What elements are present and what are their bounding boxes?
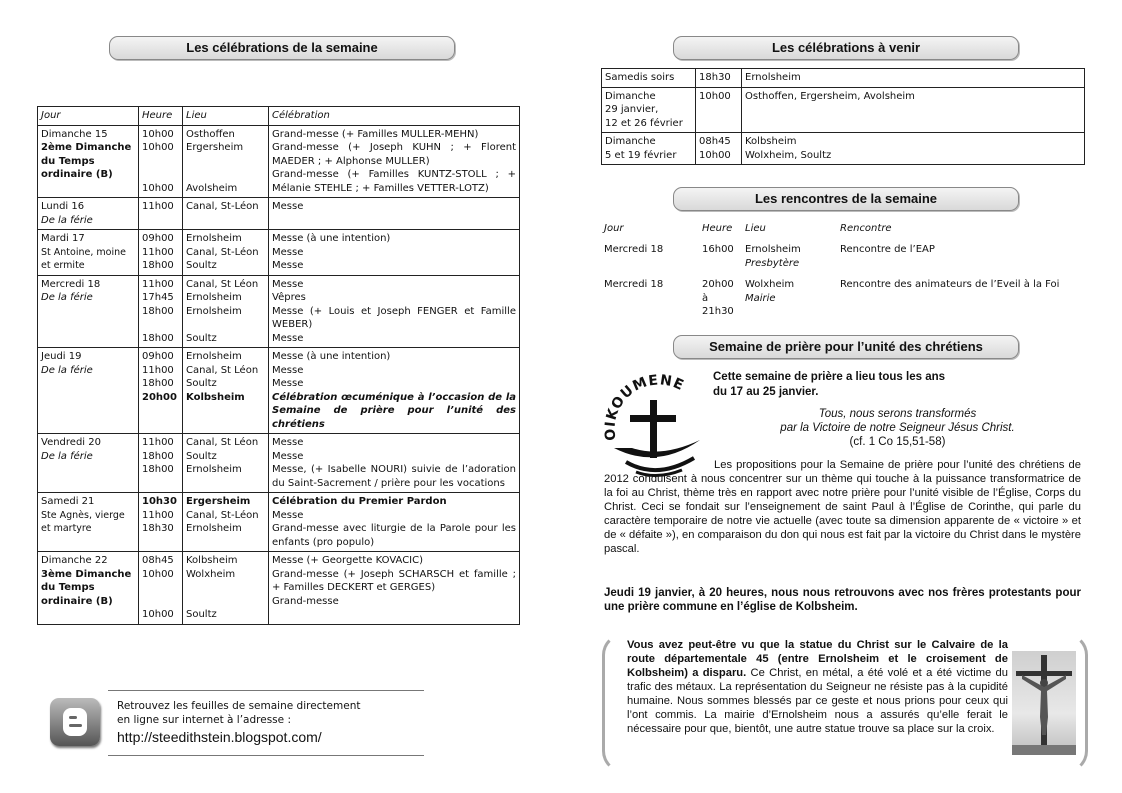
upcoming-place: Kolbsheim bbox=[745, 136, 797, 147]
schedule-celebration: Messe bbox=[272, 246, 304, 258]
schedule-time-cell bbox=[139, 493, 183, 552]
schedule-time: 10h00 bbox=[142, 182, 174, 194]
schedule-time bbox=[142, 155, 179, 169]
schedule-place: Canal, St-Léon bbox=[186, 201, 259, 212]
schedule-celebration: Messe bbox=[272, 437, 304, 448]
schedule-row bbox=[38, 493, 520, 552]
schedule-place-cell bbox=[183, 493, 269, 552]
schedule-place: Ernolsheim bbox=[186, 464, 242, 475]
schedule-time bbox=[142, 595, 179, 609]
section-title-priere: Semaine de prière pour l’unité des chrétiens bbox=[673, 335, 1019, 359]
section-title-rencontres: Les rencontres de la semaine bbox=[673, 187, 1019, 211]
schedule-place-cell bbox=[183, 348, 269, 434]
schedule-place bbox=[186, 595, 265, 609]
upcoming-time-cell bbox=[696, 87, 742, 133]
meeting-1-place-detail: Presbytère bbox=[745, 258, 800, 269]
schedule-time: 18h00 bbox=[142, 260, 174, 271]
schedule-day-cell bbox=[38, 348, 139, 434]
upcoming-time-cell bbox=[696, 69, 742, 88]
blog-divider-top bbox=[108, 690, 424, 691]
schedule-row bbox=[38, 434, 520, 493]
schedule-celebration-cell bbox=[269, 125, 520, 198]
schedule-time: 20h00 bbox=[142, 391, 177, 403]
schedule-place: Soultz bbox=[186, 378, 217, 389]
schedule-header-row bbox=[38, 107, 520, 126]
schedule-day-cell bbox=[38, 198, 139, 230]
meeting-1-place: Ernolsheim bbox=[745, 244, 801, 255]
schedule-place: Ernolsheim bbox=[186, 233, 242, 244]
meetings-header-lieu: Lieu bbox=[745, 223, 766, 234]
schedule-day-cell bbox=[38, 434, 139, 493]
schedule-place: Canal, St-Léon bbox=[186, 246, 259, 258]
header-jour: Jour bbox=[38, 107, 139, 126]
schedule-place: Ergersheim bbox=[186, 142, 244, 153]
schedule-time-cell bbox=[139, 348, 183, 434]
schedule-celebration-cell bbox=[269, 230, 520, 276]
upcoming-time: 18h30 bbox=[699, 72, 731, 83]
schedule-place: Ergersheim bbox=[186, 496, 251, 507]
schedule-time-cell bbox=[139, 230, 183, 276]
schedule-place: Kolbsheim bbox=[186, 391, 245, 403]
schedule-time: 09h00 bbox=[142, 233, 174, 244]
upcoming-time: 08h45 bbox=[699, 136, 731, 147]
schedule-liturgical-note: De la férie bbox=[41, 214, 93, 226]
schedule-time: 18h00 bbox=[142, 378, 174, 389]
priere-theme-line1: Tous, nous serons transformés bbox=[818, 408, 977, 420]
schedule-place: Soultz bbox=[186, 450, 217, 462]
schedule-celebration: Célébration du Premier Pardon bbox=[272, 496, 447, 507]
schedule-celebration-cell bbox=[269, 552, 520, 625]
schedule-place bbox=[186, 318, 265, 332]
upcoming-row bbox=[602, 87, 1085, 133]
schedule-celebration: Grand-messe (+ Familles KUNTZ-STOLL ; + Mélanie STEHLE ; + Familles VETTER-LOTZ) bbox=[272, 169, 516, 194]
upcoming-day: 5 et 19 février bbox=[605, 149, 677, 161]
schedule-place: Ernolsheim bbox=[186, 523, 242, 534]
schedule-place: Avolsheim bbox=[186, 182, 238, 194]
schedule-celebration: Messe (à une intention) bbox=[272, 233, 391, 244]
schedule-time: 09h00 bbox=[142, 351, 174, 362]
schedule-celebration: Messe bbox=[272, 260, 304, 271]
upcoming-place: Ernolsheim bbox=[745, 72, 801, 83]
schedule-time: 11h00 bbox=[142, 278, 174, 290]
schedule-row bbox=[38, 552, 520, 625]
meetings-header-heure: Heure bbox=[702, 223, 733, 234]
meetings-header-jour: Jour bbox=[604, 223, 624, 234]
schedule-place: Ernolsheim bbox=[186, 305, 242, 317]
schedule-liturgical-note: Ste Agnès, vierge et martyre bbox=[41, 509, 125, 534]
schedule-liturgical-note: De la férie bbox=[41, 450, 93, 462]
schedule-celebration: Vêpres bbox=[272, 292, 306, 303]
schedule-time-cell bbox=[139, 434, 183, 493]
upcoming-time: 10h00 bbox=[699, 149, 731, 161]
schedule-celebration: Messe (à une intention) bbox=[272, 351, 391, 362]
schedule-time-cell bbox=[139, 275, 183, 348]
schedule-time-cell bbox=[139, 125, 183, 198]
schedule-celebration: Grand-messe (+ Joseph KUHN ; + Florent MAEDER ; + Alphonse MULLER) bbox=[272, 142, 516, 167]
upcoming-place-cell bbox=[742, 133, 1085, 165]
upcoming-day-cell bbox=[602, 133, 696, 165]
schedule-time: 10h30 bbox=[142, 496, 177, 507]
schedule-time bbox=[142, 318, 179, 332]
schedule-day-cell bbox=[38, 493, 139, 552]
svg-text:OIKOUMENE bbox=[602, 372, 686, 441]
schedule-place: Wolxheim bbox=[186, 568, 236, 580]
schedule-time: 11h00 bbox=[142, 509, 174, 521]
schedule-place-cell bbox=[183, 552, 269, 625]
schedule-day-cell bbox=[38, 230, 139, 276]
upcoming-row bbox=[602, 133, 1085, 165]
schedule-celebration: Messe bbox=[272, 201, 304, 212]
schedule-place: Canal, St Léon bbox=[186, 364, 259, 376]
schedule-day: Jeudi 19 bbox=[41, 351, 82, 362]
meeting-1-day: Mercredi 18 bbox=[604, 244, 664, 255]
schedule-row bbox=[38, 348, 520, 434]
schedule-time: 18h00 bbox=[142, 332, 174, 344]
schedule-time: 18h00 bbox=[142, 464, 174, 475]
schedule-time: 10h00 bbox=[142, 568, 174, 580]
statue-text-bold: Vous avez peut-être vu que la statue du Christ sur le Calvaire de la route départementale 45 (entre Ernolsheim et le croisement de Kolbsheim) a disparu. bbox=[627, 639, 1008, 679]
schedule-time: 10h00 bbox=[142, 142, 174, 153]
schedule-celebration: Messe, (+ Isabelle NOURI) suivie de l’adoration du Saint-Sacrement / prière pour les vocations bbox=[272, 464, 516, 489]
schedule-place-cell bbox=[183, 125, 269, 198]
schedule-day-cell bbox=[38, 552, 139, 625]
schedule-liturgical-note: St Antoine, moine et ermite bbox=[41, 246, 126, 271]
schedule-place bbox=[186, 155, 265, 169]
schedule-celebration: Messe bbox=[272, 450, 304, 462]
upcoming-place: Wolxheim, Soultz bbox=[745, 149, 832, 161]
header-celebration: Célébration bbox=[269, 107, 520, 126]
schedule-celebration: Messe bbox=[272, 332, 304, 344]
schedule-liturgical-note: De la férie bbox=[41, 292, 93, 303]
schedule-place bbox=[186, 581, 265, 595]
schedule-time-cell bbox=[139, 552, 183, 625]
schedule-liturgical-note: 3ème Dimanche du Temps ordinaire (B) bbox=[41, 568, 132, 607]
schedule-time: 18h00 bbox=[142, 450, 174, 462]
statue-text-rest: Ce Christ, en métal, a été volé et a été victime du trafic des métaux. La représentation du Seigneur ne résiste pas à la cupidité humaine. Nous sommes blessés par ce geste et nous prions pour ceux qui l’ont commis. La mairie d’Ernolsheim nous a assurés qu’elle ferait le nécessaire pour que, bientôt, une autre statue trouve sa place sur la croix. bbox=[627, 667, 1008, 735]
schedule-time: 08h45 bbox=[142, 555, 174, 566]
schedule-day: Dimanche 22 bbox=[41, 555, 108, 566]
meeting-1-what: Rencontre de l’EAP bbox=[840, 244, 935, 255]
meeting-2-day: Mercredi 18 bbox=[604, 279, 664, 290]
schedule-place: Soultz bbox=[186, 332, 217, 344]
priere-intro-line1: Cette semaine de prière a lieu tous les ans bbox=[713, 371, 946, 383]
blog-divider-bottom bbox=[108, 755, 424, 756]
priere-theme-line2: par la Victoire de notre Seigneur Jésus Christ. bbox=[780, 422, 1015, 434]
upcoming-day-cell bbox=[602, 87, 696, 133]
schedule-place: Osthoffen bbox=[186, 128, 235, 140]
schedule-celebration: Messe bbox=[272, 278, 304, 290]
meetings-list bbox=[604, 222, 1084, 322]
section-title-celebrations-venir: Les célébrations à venir bbox=[673, 36, 1019, 60]
schedule-place bbox=[186, 168, 265, 182]
schedule-celebration-cell bbox=[269, 275, 520, 348]
upcoming-day: 29 janvier, bbox=[605, 104, 659, 115]
upcoming-place-cell bbox=[742, 69, 1085, 88]
schedule-row bbox=[38, 198, 520, 230]
schedule-time: 17h45 bbox=[142, 292, 174, 303]
schedule-place: Canal, St-Léon bbox=[186, 509, 259, 521]
schedule-day: Samedi 21 bbox=[41, 496, 95, 507]
schedule-liturgical-note: De la férie bbox=[41, 364, 93, 376]
schedule-place: Ernolsheim bbox=[186, 351, 242, 362]
blog-url-link[interactable]: http://steedithstein.blogspot.com/ bbox=[117, 729, 322, 745]
schedule-day: Lundi 16 bbox=[41, 201, 85, 212]
schedule-row bbox=[38, 125, 520, 198]
schedule-row bbox=[38, 275, 520, 348]
meeting-2-place-detail: Mairie bbox=[745, 293, 776, 304]
schedule-celebration: Messe bbox=[272, 509, 304, 521]
upcoming-day: Dimanche bbox=[605, 136, 656, 147]
schedule-place-cell bbox=[183, 434, 269, 493]
schedule-celebration-cell bbox=[269, 198, 520, 230]
schedule-place: Canal, St Léon bbox=[186, 437, 259, 448]
schedule-time: 11h00 bbox=[142, 201, 174, 212]
schedule-place: Kolbsheim bbox=[186, 555, 238, 566]
schedule-day: Dimanche 15 bbox=[41, 128, 108, 140]
schedule-day-cell bbox=[38, 275, 139, 348]
schedule-celebration-cell bbox=[269, 493, 520, 552]
schedule-place: Soultz bbox=[186, 609, 217, 620]
schedule-celebration: Grand-messe (+ Familles MULLER-MEHN) bbox=[272, 128, 479, 140]
upcoming-table bbox=[601, 68, 1085, 165]
blog-line-2: en ligne sur internet à l’adresse : bbox=[117, 714, 291, 726]
schedule-time-cell bbox=[139, 198, 183, 230]
section-title-celebrations-semaine: Les célébrations de la semaine bbox=[109, 36, 455, 60]
schedule-celebration: Messe (+ Louis et Joseph FENGER et Famille WEBER) bbox=[272, 305, 516, 330]
upcoming-time-cell bbox=[696, 133, 742, 165]
schedule-time: 11h00 bbox=[142, 246, 174, 258]
upcoming-day: Samedis soirs bbox=[605, 72, 675, 83]
schedule-celebration: Messe (+ Georgette KOVACIC) bbox=[272, 555, 424, 566]
schedule-celebration: Grand-messe avec liturgie de la Parole pour les enfants (pro populo) bbox=[272, 523, 516, 548]
header-heure: Heure bbox=[139, 107, 183, 126]
priere-theme-reference: (cf. 1 Co 15,51-58) bbox=[849, 436, 946, 448]
priere-body bbox=[604, 458, 1081, 556]
blogger-icon bbox=[50, 698, 100, 746]
schedule-time: 18h30 bbox=[142, 523, 174, 534]
upcoming-day: Dimanche bbox=[605, 90, 656, 102]
schedule-place: Ernolsheim bbox=[186, 292, 242, 303]
schedule-place: Soultz bbox=[186, 260, 217, 271]
blog-line-1: Retrouvez les feuilles de semaine directement bbox=[117, 700, 361, 712]
upcoming-day-cell bbox=[602, 69, 696, 88]
schedule-time bbox=[142, 581, 179, 595]
schedule-place: Canal, St Léon bbox=[186, 278, 259, 290]
schedule-celebration: Messe bbox=[272, 378, 304, 389]
header-lieu: Lieu bbox=[183, 107, 269, 126]
schedule-place-cell bbox=[183, 230, 269, 276]
schedule-day: Vendredi 20 bbox=[41, 437, 101, 448]
schedule-liturgical-note: 2ème Dimanche du Temps ordinaire (B) bbox=[41, 142, 132, 180]
meeting-2-time: 20h00 à 21h30 bbox=[702, 279, 734, 317]
schedule-time: 10h00 bbox=[142, 609, 174, 620]
meeting-2-place: Wolxheim bbox=[745, 279, 795, 290]
schedule-table bbox=[37, 106, 520, 625]
schedule-celebration: Célébration œcuménique à l’occasion de la Semaine de prière pour l’unité des chrétiens bbox=[272, 391, 516, 430]
schedule-place-cell bbox=[183, 275, 269, 348]
priere-body-text: Les propositions pour la Semaine de prière pour l’unité des chrétiens de 2012 conduisent à nous concentrer sur un thème qui touche à la puissance transformatrice de la foi au Christ, thème très en rapport avec notre prière pour l’unité visible de l’Église, Corps du Christ. Ceci se fondait sur l’enseignement de saint Paul à l’Église de Corinthe, qui parle du caractère temporaire de notre vie actuelle (avec toute sa dimension apparente de « victoire » et de « défaite »), en comparaison du don qui nous est fait par la victoire du Christ dans le mystère pascal. bbox=[604, 459, 1081, 555]
jeudi-note: Jeudi 19 janvier, à 20 heures, nous nous retrouvons avec nos frères protestants pour une prière commune en l’église de Kolbsheim. bbox=[604, 587, 1081, 613]
meetings-header-rencontre: Rencontre bbox=[840, 223, 892, 234]
meeting-2-what: Rencontre des animateurs de l’Eveil à la Foi bbox=[840, 279, 1060, 290]
schedule-celebration-cell bbox=[269, 348, 520, 434]
schedule-celebration-cell bbox=[269, 434, 520, 493]
schedule-day-cell bbox=[38, 125, 139, 198]
schedule-day: Mardi 17 bbox=[41, 233, 85, 244]
schedule-time: 11h00 bbox=[142, 364, 174, 376]
upcoming-row bbox=[602, 69, 1085, 88]
priere-intro-line2: du 17 au 25 janvier. bbox=[713, 386, 819, 398]
meeting-1-time: 16h00 bbox=[702, 244, 734, 255]
schedule-time: 11h00 bbox=[142, 437, 174, 448]
crucifix-photo bbox=[1012, 651, 1076, 755]
schedule-day: Mercredi 18 bbox=[41, 278, 101, 290]
oikoumene-logo-text: OIKOUMENE bbox=[602, 372, 687, 442]
schedule-celebration: Messe bbox=[272, 364, 304, 376]
schedule-time: 10h00 bbox=[142, 128, 174, 140]
schedule-celebration: Grand-messe bbox=[272, 595, 339, 607]
upcoming-day: 12 et 26 février bbox=[605, 117, 683, 129]
upcoming-time: 10h00 bbox=[699, 90, 731, 102]
statue-text bbox=[627, 638, 1008, 736]
schedule-celebration: Grand-messe (+ Joseph SCHARSCH et famille ; + Familles DECKERT et GERGES) bbox=[272, 568, 516, 593]
upcoming-place: Osthoffen, Ergersheim, Avolsheim bbox=[745, 90, 915, 102]
upcoming-place-cell bbox=[742, 87, 1085, 133]
schedule-time: 18h00 bbox=[142, 305, 174, 317]
schedule-place-cell bbox=[183, 198, 269, 230]
schedule-time bbox=[142, 168, 179, 182]
schedule-row bbox=[38, 230, 520, 276]
